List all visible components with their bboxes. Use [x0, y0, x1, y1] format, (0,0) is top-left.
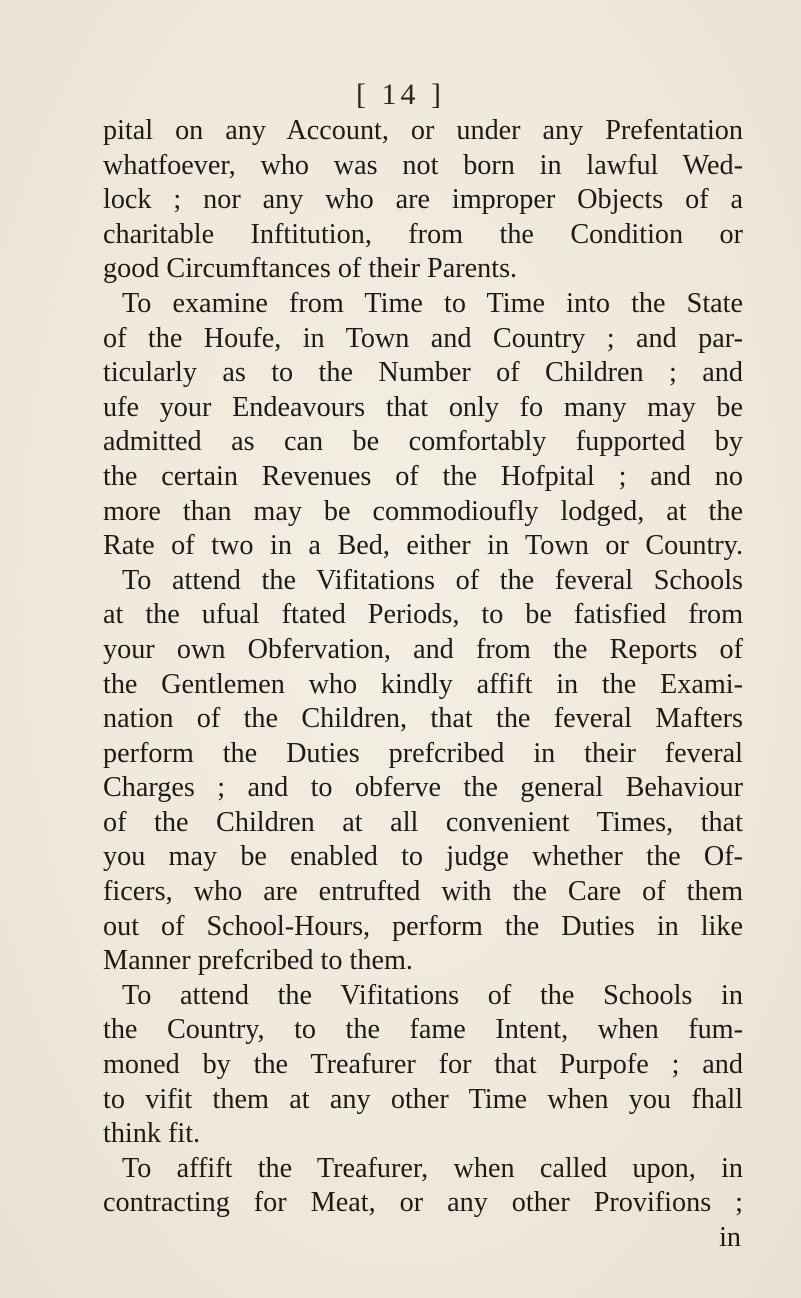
text-line: of the Children at all convenient Times, that	[103, 806, 743, 838]
text-line: out of School-Hours, perform the Duties in like	[103, 910, 743, 942]
paragraph-start-line: To affift the Treafurer, when called upon, in	[122, 1152, 743, 1184]
text-line: lock ; nor any who are improper Objects of a	[103, 184, 743, 216]
page-number: [ 14 ]	[356, 78, 445, 111]
body-text	[103, 114, 743, 1256]
text-line: nation of the Children, that the feveral Mafters	[103, 703, 743, 735]
text-line: admitted as can be comfortably fupported by	[103, 426, 743, 458]
paragraph-start-line: To attend the Vifitations of the feveral Schools	[122, 564, 743, 596]
text-line: think fit.	[103, 1118, 201, 1150]
text-line: whatfoever, who was not born in lawful Wed-	[103, 149, 743, 181]
text-line: you may be enabled to judge whether the Of-	[103, 841, 743, 873]
text-line: your own Obfervation, and from the Reports of	[103, 633, 743, 665]
text-line: pital on any Account, or under any Prefentation	[103, 115, 743, 146]
text-line: the Gentlemen who kindly affift in the Exami-	[103, 668, 743, 700]
text-line: of the Houfe, in Town and Country ; and par-	[103, 322, 743, 354]
text-line: Manner prefcribed to them.	[103, 945, 413, 977]
text-line: good Circumftances of their Parents.	[103, 253, 518, 285]
text-line: Rate of two in a Bed, either in Town or Country.	[103, 530, 743, 562]
text-line: charitable Inftitution, from the Condition or	[103, 218, 743, 250]
text-line: contracting for Meat, or any other Provifions ;	[103, 1187, 743, 1219]
text-line: perform the Duties prefcribed in their feveral	[103, 737, 743, 769]
text-line: to vifit them at any other Time when you fhall	[103, 1083, 743, 1115]
text-line: the certain Revenues of the Hofpital ; and no	[103, 460, 743, 492]
paragraph-start-line: To attend the Vifitations of the Schools in	[122, 979, 743, 1011]
text-line: the Country, to the fame Intent, when fum-	[103, 1014, 743, 1046]
text-line: ticularly as to the Number of Children ; and	[103, 357, 743, 389]
text-line: moned by the Treafurer for that Purpofe ; and	[103, 1049, 743, 1081]
text-line: more than may be commodioufly lodged, at the	[103, 495, 743, 527]
text-line: ficers, who are entrufted with the Care of them	[103, 876, 743, 908]
paragraph-start-line: To examine from Time to Time into the State	[122, 287, 743, 319]
text-line: Charges ; and to obferve the general Behaviour	[103, 772, 743, 804]
text-line: ufe your Endeavours that only fo many may be	[103, 391, 743, 423]
text-line: at the ufual ftated Periods, to be fatisfied from	[103, 599, 743, 631]
catchword: in	[719, 1222, 741, 1253]
